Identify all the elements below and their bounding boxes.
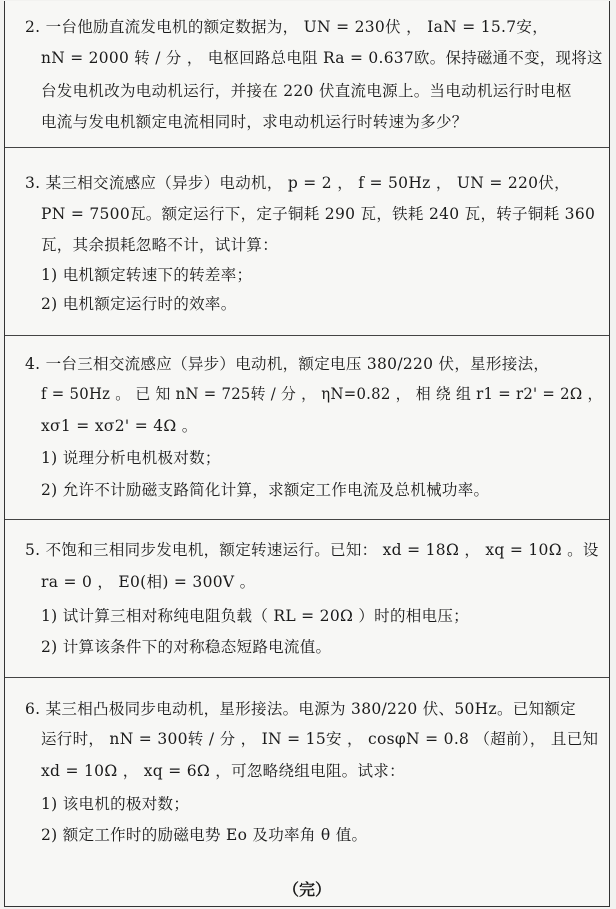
question-line: xd = 10Ω ， xq = 6Ω ，可忽略绕组电阻。试求：: [41, 762, 405, 780]
question-line: 电流与发电机额定电流相同时，求电动机运行时转速为多少？: [41, 113, 468, 131]
question-line: 台发电机改为电动机运行，并接在 220 伏直流电源上。当电动机运行时电枢: [41, 82, 572, 100]
end-marker: （完）: [282, 880, 331, 899]
question-line: PN = 7500瓦。额定运行下，定子铜耗 290 瓦，铁耗 240 瓦，转子铜耗 360: [41, 205, 596, 223]
question-line: 4. 一台三相交流感应（异步）电动机，额定电压 380/220 伏，星形接法，: [25, 355, 550, 373]
question-line: 运行时， nN = 300转 / 分 ， IN = 15安 ， cosφN = 0.8 （超前）， 且已知: [41, 730, 599, 748]
question-line: 瓦，其余损耗忽略不计，试计算：: [41, 236, 279, 254]
question-line: 1) 说理分析电机极对数；: [41, 449, 221, 467]
question-line: xσ1 = xσ2' = 4Ω 。: [41, 417, 198, 435]
section-divider: [5, 147, 609, 148]
section-divider: [5, 335, 609, 336]
question-line: 6. 某三相凸极同步电动机，星形接法。电源为 380/220 伏、50Hz。已知额定: [25, 700, 576, 718]
section-divider: [5, 519, 609, 520]
question-line: 1) 试计算三相对称纯电阻负载（ RL = 20Ω ）时的相电压；: [41, 607, 469, 625]
question-line: nN = 2000 转 / 分 ， 电枢回路总电阻 Ra = 0.637欧。保持磁通不变，现将这: [41, 49, 603, 67]
question-line: 1) 该电机的极对数；: [41, 795, 190, 813]
question-line: ra = 0 ， E0(相) = 300V 。: [41, 573, 256, 591]
question-line: 5. 不饱和三相同步发电机，额定转速运行。已知： xd = 18Ω ， xq = 10Ω 。设: [25, 541, 599, 559]
question-line: 3. 某三相交流感应（异步）电动机， p = 2 ， f = 50Hz ， UN = 220伏，: [25, 174, 570, 192]
question-line: 2) 电机额定运行时的效率。: [41, 295, 237, 313]
question-line: 2) 额定工作时的励磁电势 Eo 及功率角 θ 值。: [41, 826, 368, 844]
question-line: f = 50Hz 。 已 知 nN = 725转 / 分 ， ηN=0.82 ， 相 绕 组 r1 = r2' = 2Ω ，: [41, 385, 603, 403]
exam-sheet: [4, 1, 610, 907]
question-line: 2. 一台他励直流发电机的额定数据为， UN = 230伏 ， IaN = 15.7安，: [25, 18, 549, 36]
section-divider: [5, 677, 609, 678]
question-line: 2) 允许不计励磁支路简化计算，求额定工作电流及总机械功率。: [41, 481, 490, 499]
question-line: 2) 计算该条件下的对称稳态短路电流值。: [41, 638, 332, 656]
question-line: 1) 电机额定转速下的转差率；: [41, 266, 253, 284]
